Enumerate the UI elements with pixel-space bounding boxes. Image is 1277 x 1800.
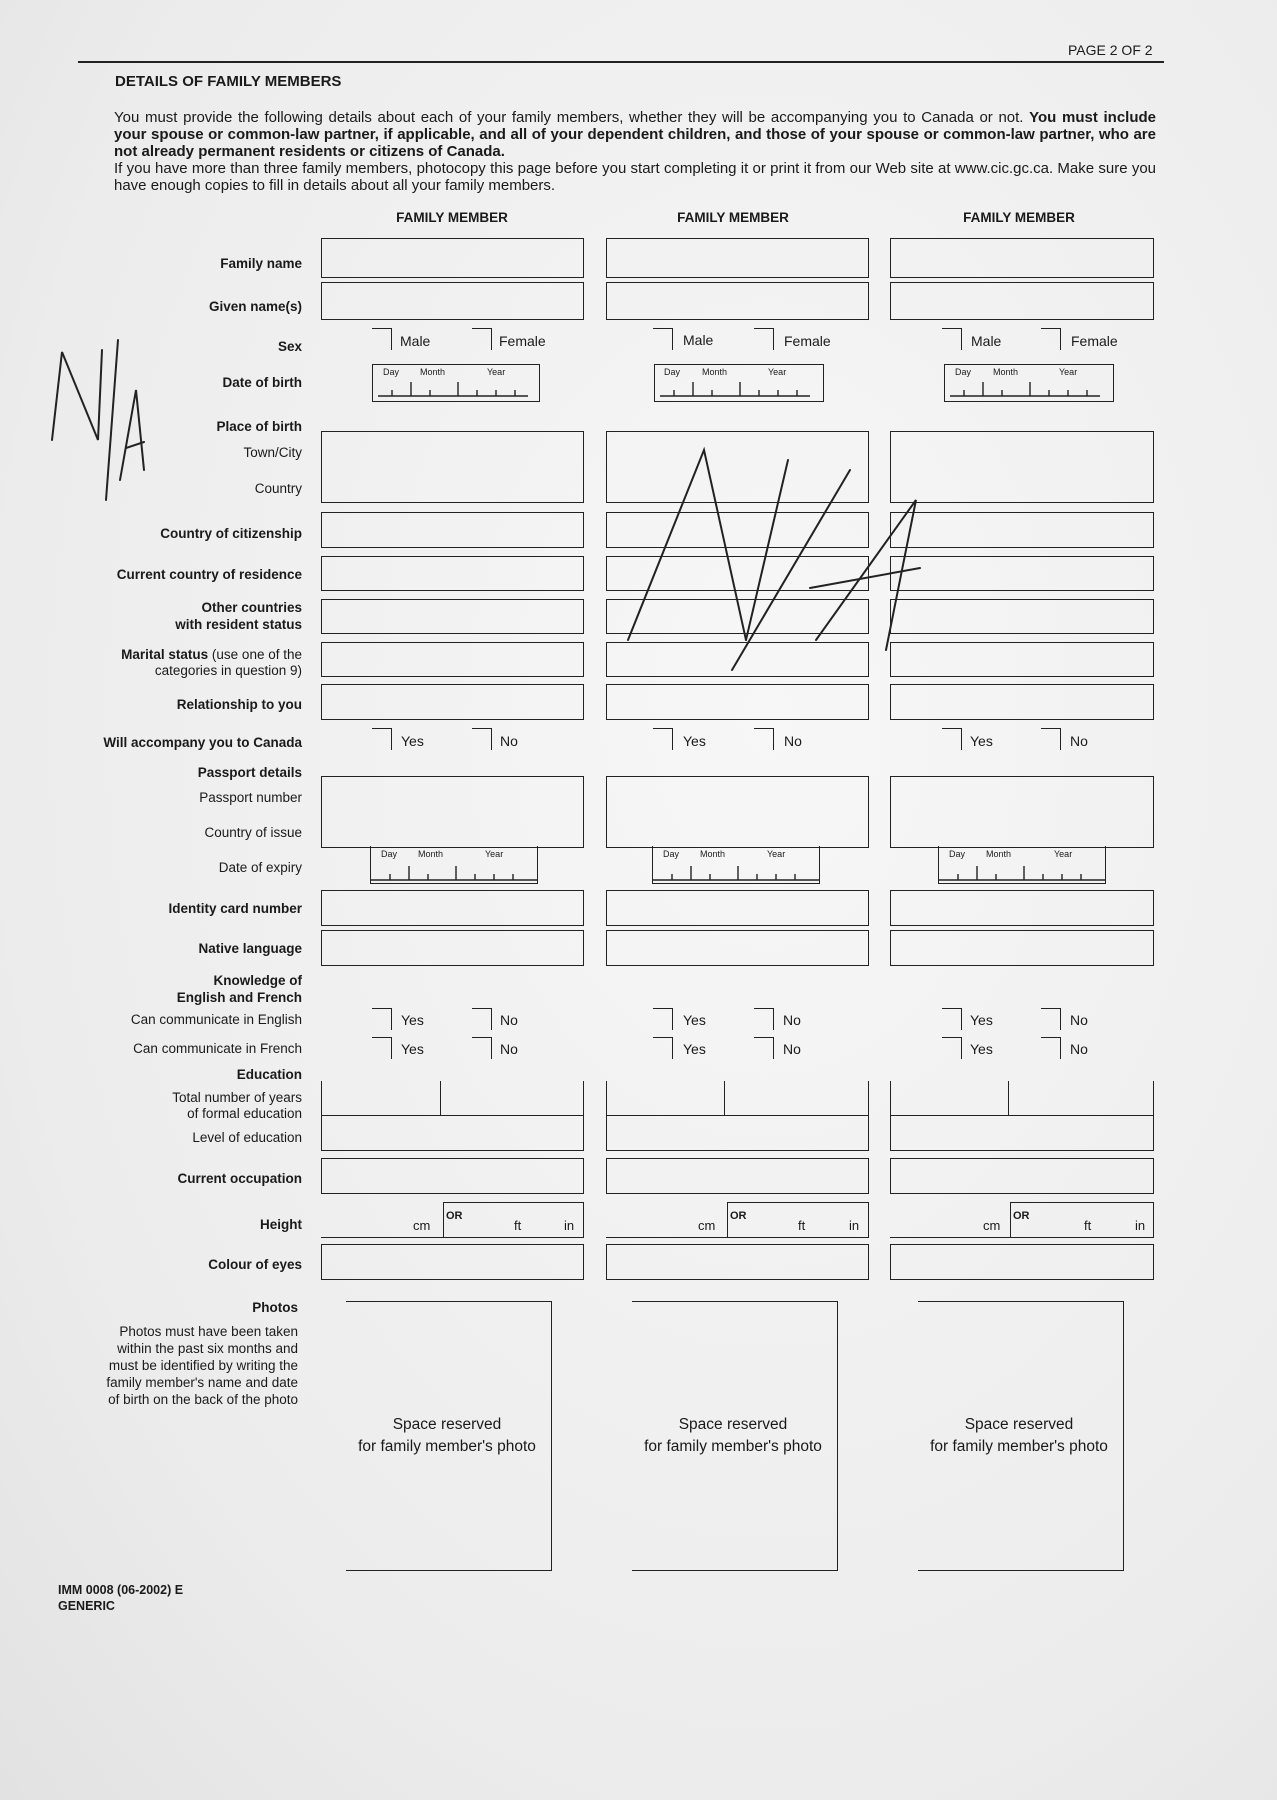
form-footer xyxy=(58,1582,183,1614)
label-education: Education xyxy=(236,1067,302,1082)
photo-space-line1: Space reserved xyxy=(678,1416,788,1433)
dob-day-label: Day xyxy=(955,367,972,377)
photo-space-line1: Space reserved xyxy=(392,1416,502,1433)
english-yes-label: Yes xyxy=(970,1012,993,1028)
accompany-no-label: No xyxy=(500,733,518,749)
label-can-english: Can communicate in English xyxy=(130,1012,302,1027)
page-number: PAGE 2 OF 2 xyxy=(1068,42,1153,58)
label-photos-note-5: of birth on the back of the photo xyxy=(108,1392,298,1407)
photo-space-line1: Space reserved xyxy=(964,1416,1074,1433)
height-ft-label: ft xyxy=(514,1218,522,1233)
english-yes-label: Yes xyxy=(683,1012,706,1028)
dob-month-label: Month xyxy=(420,367,446,377)
accompany-yes-label: Yes xyxy=(970,733,993,749)
form-code: IMM 0008 (06-2002) E xyxy=(58,1583,184,1597)
male-label: Male xyxy=(683,332,714,348)
expiry-month-label: Month xyxy=(986,849,1012,859)
english-no-label: No xyxy=(500,1012,518,1028)
label-total-years-2: of formal education xyxy=(187,1106,302,1121)
male-label: Male xyxy=(971,333,1002,349)
french-no-label: No xyxy=(500,1041,518,1057)
label-relationship: Relationship to you xyxy=(176,697,302,712)
intro-bold: You must include your spouse or common-law partner, if applicable, and all of your dependent children, and those of your spouse or common-law partner, who are not already permanent residents or citizens of Canada. xyxy=(114,109,1156,160)
label-country: Country xyxy=(254,481,302,496)
label-other-countries-1: Other countries xyxy=(201,600,302,615)
height-or-label: OR xyxy=(446,1210,463,1222)
photo-space-line2: for family member's photo xyxy=(644,1438,822,1455)
expiry-year-label: Year xyxy=(767,849,786,859)
expiry-year-label: Year xyxy=(485,849,504,859)
label-passport-number: Passport number xyxy=(199,790,302,805)
form-edition: GENERIC xyxy=(58,1599,115,1613)
handwritten-na-margin xyxy=(40,330,160,510)
label-marital-status-note: (use one of the xyxy=(208,647,302,662)
label-knowledge-1: Knowledge of xyxy=(213,973,302,988)
intro-line2: If you have more than three family members, photocopy this page before you start completing it or print it from our Web site at www.cic.gc.ca. Make sure you have enough copies to fill in details about all your family members. xyxy=(114,160,1156,194)
label-given-names: Given name(s) xyxy=(208,299,302,314)
height-or-label: OR xyxy=(730,1210,747,1222)
label-can-french: Can communicate in French xyxy=(133,1041,302,1056)
female-label: Female xyxy=(499,333,546,349)
label-colour-of-eyes: Colour of eyes xyxy=(208,1257,302,1272)
english-yes-label: Yes xyxy=(401,1012,424,1028)
label-country-of-citizenship: Country of citizenship xyxy=(160,526,302,541)
label-sex: Sex xyxy=(277,339,302,354)
label-height: Height xyxy=(260,1217,302,1232)
label-current-occupation: Current occupation xyxy=(177,1171,302,1186)
label-will-accompany: Will accompany you to Canada xyxy=(103,735,302,750)
height-or-label: OR xyxy=(1013,1210,1030,1222)
handwritten-na-column xyxy=(620,440,950,680)
label-photos-note-2: within the past six months and xyxy=(117,1341,298,1356)
label-marital-status-bold: Marital status xyxy=(121,647,209,662)
expiry-month-label: Month xyxy=(418,849,444,859)
label-native-language: Native language xyxy=(198,941,302,956)
dob-year-label: Year xyxy=(1059,367,1078,377)
label-date-of-expiry: Date of expiry xyxy=(218,860,302,875)
column-header-2: FAMILY MEMBER xyxy=(677,210,789,225)
height-in-label: in xyxy=(1135,1218,1146,1233)
dob-year-label: Year xyxy=(768,367,787,377)
expiry-day-label: Day xyxy=(663,849,680,859)
intro-plain: You must provide the following details about each of your family members, whether they will be accompanying you to Canada or not. xyxy=(114,109,1024,126)
accompany-no-label: No xyxy=(784,733,802,749)
height-cm-label: cm xyxy=(413,1218,431,1233)
label-town-city: Town/City xyxy=(243,445,302,460)
french-yes-label: Yes xyxy=(401,1041,424,1057)
accompany-yes-label: Yes xyxy=(683,733,706,749)
label-family-name: Family name xyxy=(220,256,302,271)
label-photos-note-4: family member's name and date xyxy=(106,1375,298,1390)
label-total-years-1: Total number of years xyxy=(172,1090,302,1105)
accompany-yes-label: Yes xyxy=(401,733,424,749)
english-no-label: No xyxy=(1070,1012,1088,1028)
expiry-month-label: Month xyxy=(700,849,726,859)
female-label: Female xyxy=(784,333,831,349)
label-photos-note-3: must be identified by writing the xyxy=(108,1358,298,1373)
column-header-1: FAMILY MEMBER xyxy=(396,210,508,225)
label-place-of-birth: Place of birth xyxy=(216,419,302,434)
height-cm-label: cm xyxy=(983,1218,1001,1233)
height-in-label: in xyxy=(849,1218,860,1233)
english-no-label: No xyxy=(783,1012,801,1028)
label-marital-status-2: categories in question 9) xyxy=(154,663,302,678)
height-ft-label: ft xyxy=(1084,1218,1092,1233)
column-header-3: FAMILY MEMBER xyxy=(963,210,1075,225)
dob-day-label: Day xyxy=(664,367,681,377)
label-knowledge-2: English and French xyxy=(176,990,302,1005)
dob-month-label: Month xyxy=(993,367,1019,377)
dob-day-label: Day xyxy=(383,367,400,377)
french-yes-label: Yes xyxy=(683,1041,706,1057)
dob-year-label: Year xyxy=(487,367,506,377)
height-in-label: in xyxy=(564,1218,575,1233)
dob-month-label: Month xyxy=(702,367,728,377)
label-identity-card-number: Identity card number xyxy=(168,901,302,916)
label-other-countries-2: with resident status xyxy=(175,617,302,632)
photo-space-line2: for family member's photo xyxy=(358,1438,536,1455)
accompany-no-label: No xyxy=(1070,733,1088,749)
photo-space-line2: for family member's photo xyxy=(930,1438,1108,1455)
label-photos-note-1: Photos must have been taken xyxy=(119,1324,298,1339)
label-current-country-of-residence: Current country of residence xyxy=(116,567,302,582)
height-cm-label: cm xyxy=(698,1218,716,1233)
height-ft-label: ft xyxy=(798,1218,806,1233)
label-country-of-issue: Country of issue xyxy=(204,825,302,840)
expiry-day-label: Day xyxy=(381,849,398,859)
french-no-label: No xyxy=(783,1041,801,1057)
french-no-label: No xyxy=(1070,1041,1088,1057)
label-date-of-birth: Date of birth xyxy=(222,375,302,390)
label-passport-details: Passport details xyxy=(197,765,302,780)
male-label: Male xyxy=(400,333,431,349)
french-yes-label: Yes xyxy=(970,1041,993,1057)
section-title: DETAILS OF FAMILY MEMBERS xyxy=(115,73,342,90)
label-level-of-education: Level of education xyxy=(192,1130,302,1145)
female-label: Female xyxy=(1071,333,1118,349)
label-photos: Photos xyxy=(252,1300,298,1315)
expiry-year-label: Year xyxy=(1054,849,1073,859)
expiry-day-label: Day xyxy=(949,849,966,859)
